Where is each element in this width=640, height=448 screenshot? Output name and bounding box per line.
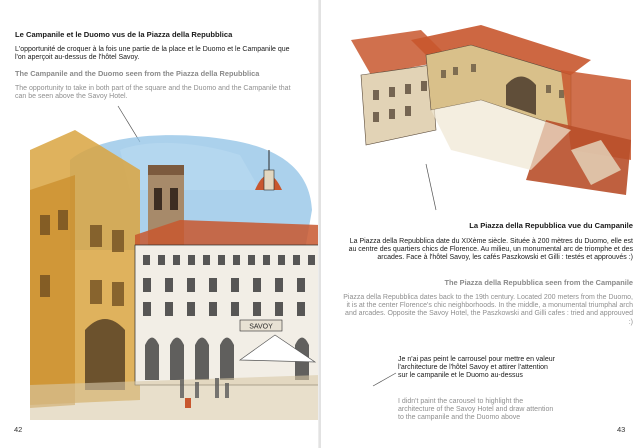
left-page bbox=[0, 0, 319, 448]
right-title-en: The Piazza della Repubblica seen from the Campanile bbox=[444, 278, 633, 287]
left-title-en: The Campanile and the Duomo seen from the Piazza della Repubblica bbox=[15, 69, 260, 78]
left-body-fr: L'opportunité de croquer à la fois une partie de la place et le Duomo et le Campanile que l'on aperçoit au-dessus de l'hôtel Savoy. bbox=[15, 46, 290, 62]
savoy-sign-text: SAVOY bbox=[249, 323, 273, 331]
piazza-aerial-illustration bbox=[331, 20, 631, 200]
left-title-fr: Le Campanile et le Duomo vus de la Piazza della Repubblica bbox=[15, 30, 233, 39]
right-page bbox=[321, 0, 640, 448]
aerial-leader-line bbox=[406, 160, 446, 220]
note-leader-line bbox=[371, 368, 401, 398]
note-en: I didn't paint the carousel to highlight the architecture of the Savoy Hotel and draw attention to the campanile and the Duomo above bbox=[398, 398, 554, 422]
left-page-number: 42 bbox=[14, 425, 23, 434]
right-body-en: Piazza della Repubblica dates back to the 19th century. Located 200 meters from the Duomo, it is at the center Florence's chic neighborhoods. In the middle, a monumental triumphal arch and arcades. Opposite the Savoy Hotel, the Paszkowski and Gilli cafes : tried and approuved :) bbox=[343, 294, 633, 326]
right-body-fr: La Piazza della Repubblica date du XIXème siècle. Située à 200 mètres du Duomo, elle est au centre des quartiers chics de Florence. Au milieu, un monumental arc de triomphe et des arcades. Face à l'hôtel Savoy, les cafés Paszkowski et Gilli : testés et approuvés :) bbox=[348, 238, 633, 262]
note-fr: Je n'ai pas peint le carrousel pour mettre en valeur l'architecture de l'hôtel Savoy et attirer l'attention sur le campanile et le Duomo au-dessus bbox=[398, 356, 555, 380]
right-page-number: 43 bbox=[617, 425, 626, 434]
savoy-hotel-illustration bbox=[30, 130, 320, 420]
right-title-fr: La Piazza della Repubblica vue du Campanile bbox=[469, 221, 633, 230]
left-body-en: The opportunity to take in both part of the square and the Duomo and the Campanile that can be seen above the Savoy Hotel. bbox=[15, 85, 291, 101]
